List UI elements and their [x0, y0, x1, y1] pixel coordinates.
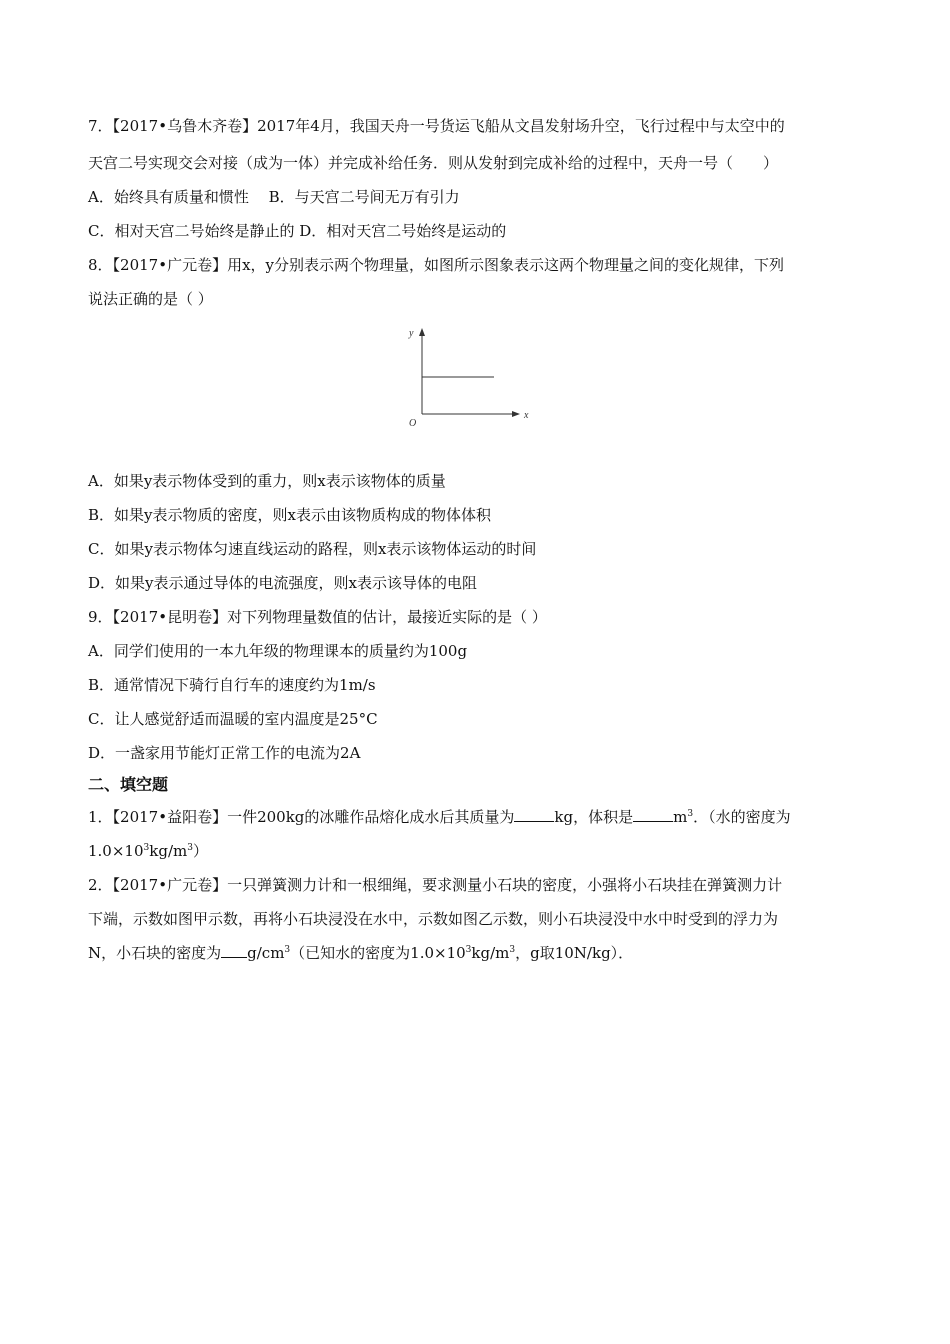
y-axis-arrow — [419, 328, 425, 336]
superscript: 3 — [509, 945, 516, 955]
superscript: 3 — [465, 945, 472, 955]
xy-graph — [406, 322, 536, 430]
question-8-graph — [88, 322, 866, 462]
question-8-option-b: B．如果y表示物质的密度，则x表示由该物质构成的物体体积 — [88, 506, 491, 524]
density-unit: kg/m — [149, 842, 188, 860]
y-axis-label: y — [409, 328, 414, 339]
question-7-line-2: 天宫二号实现交会对接（成为一体）并完成补给任务．则从发射到完成补给的过程中，天舟一号（ ） — [88, 154, 779, 172]
fill-in-1-line-1 — [88, 800, 866, 834]
fill-in-2-text-a: N，小石块的密度为 — [88, 944, 222, 962]
fill-in-1-text-c: m — [673, 808, 688, 826]
question-8-option-a: A．如果y表示物体受到的重力，则x表示该物体的质量 — [88, 472, 446, 490]
question-8-line-2: 说法正确的是（ ） — [88, 290, 213, 308]
fill-in-2-text-e: ，g取10N/kg）． — [515, 944, 634, 962]
question-7-options-ab: A．始终具有质量和惯性 B．与天宫二号间无万有引力 — [88, 188, 460, 206]
document-page — [88, 112, 866, 970]
fill-in-1-text-d: ．（水的密度为 — [693, 808, 791, 826]
density-value: 1.0×10 — [88, 842, 144, 860]
superscript: 3 — [284, 945, 291, 955]
question-9-line-1: 9．【2017•昆明卷】对下列物理量数值的估计，最接近实际的是（ ） — [88, 608, 547, 626]
fill-in-2-text-b: g/cm — [247, 944, 285, 962]
question-9-option-b: B．通常情况下骑行自行车的速度约为1m/s — [88, 676, 376, 694]
fill-in-1-text-b: kg，体积是 — [554, 808, 634, 826]
question-7-line-1: 7．【2017•乌鲁木齐卷】2017年4月，我国天舟一号货运飞船从文昌发射场升空，飞行过程中与太空中的 — [88, 117, 785, 135]
question-9 — [88, 600, 866, 770]
question-8-option-c: C．如果y表示物体匀速直线运动的路程，则x表示该物体运动的时间 — [88, 540, 537, 558]
question-8-option-d: D．如果y表示通过导体的电流强度，则x表示该导体的电阻 — [88, 574, 477, 592]
answer-blank-density[interactable] — [221, 943, 247, 958]
question-7-options-cd: C．相对天宫二号始终是静止的 D．相对天宫二号始终是运动的 — [88, 222, 507, 240]
origin-label: O — [409, 418, 417, 429]
fill-in-2-line-2: 下端，示数如图甲示数，再将小石块浸没在水中，示数如图乙示数，则小石块浸没中水中时受到的浮力为 — [88, 910, 779, 928]
fill-in-2 — [88, 868, 866, 970]
x-axis-label: x — [524, 410, 529, 421]
question-8 — [88, 248, 866, 600]
answer-blank-volume[interactable] — [633, 807, 673, 822]
fill-in-1 — [88, 800, 866, 868]
question-8-line-1: 8．【2017•广元卷】用x，y分别表示两个物理量，如图所示图象表示这两个物理量之间的变化规律，下列 — [88, 256, 785, 274]
superscript: 3 — [187, 843, 193, 853]
fill-in-2-text-d: kg/m — [471, 944, 510, 962]
fill-in-2-text-c: （已知水的密度为1.0×10 — [290, 944, 466, 962]
answer-blank-mass[interactable] — [514, 807, 554, 822]
superscript: 3 — [143, 843, 150, 853]
superscript: 3 — [687, 809, 694, 819]
section-title: 二、填空题 — [88, 775, 169, 794]
question-9-option-a: A．同学们使用的一本九年级的物理课本的质量约为100g — [88, 642, 468, 660]
fill-in-1-line-2 — [88, 834, 866, 868]
question-9-option-d: D．一盏家用节能灯正常工作的电流为2A — [88, 744, 361, 762]
fill-in-1-text-a: 1．【2017•益阳卷】一件200kg的冰雕作品熔化成水后其质量为 — [88, 808, 515, 826]
fill-in-2-line-3 — [88, 936, 866, 970]
closing-paren: ） — [192, 842, 208, 860]
question-7 — [88, 112, 866, 248]
x-axis-arrow — [512, 411, 520, 417]
fill-in-2-line-1: 2．【2017•广元卷】一只弹簧测力计和一根细绳，要求测量小石块的密度，小强将小石块挂在弹簧测力计 — [88, 876, 783, 894]
question-9-option-c: C．让人感觉舒适而温暖的室内温度是25°C — [88, 710, 378, 728]
